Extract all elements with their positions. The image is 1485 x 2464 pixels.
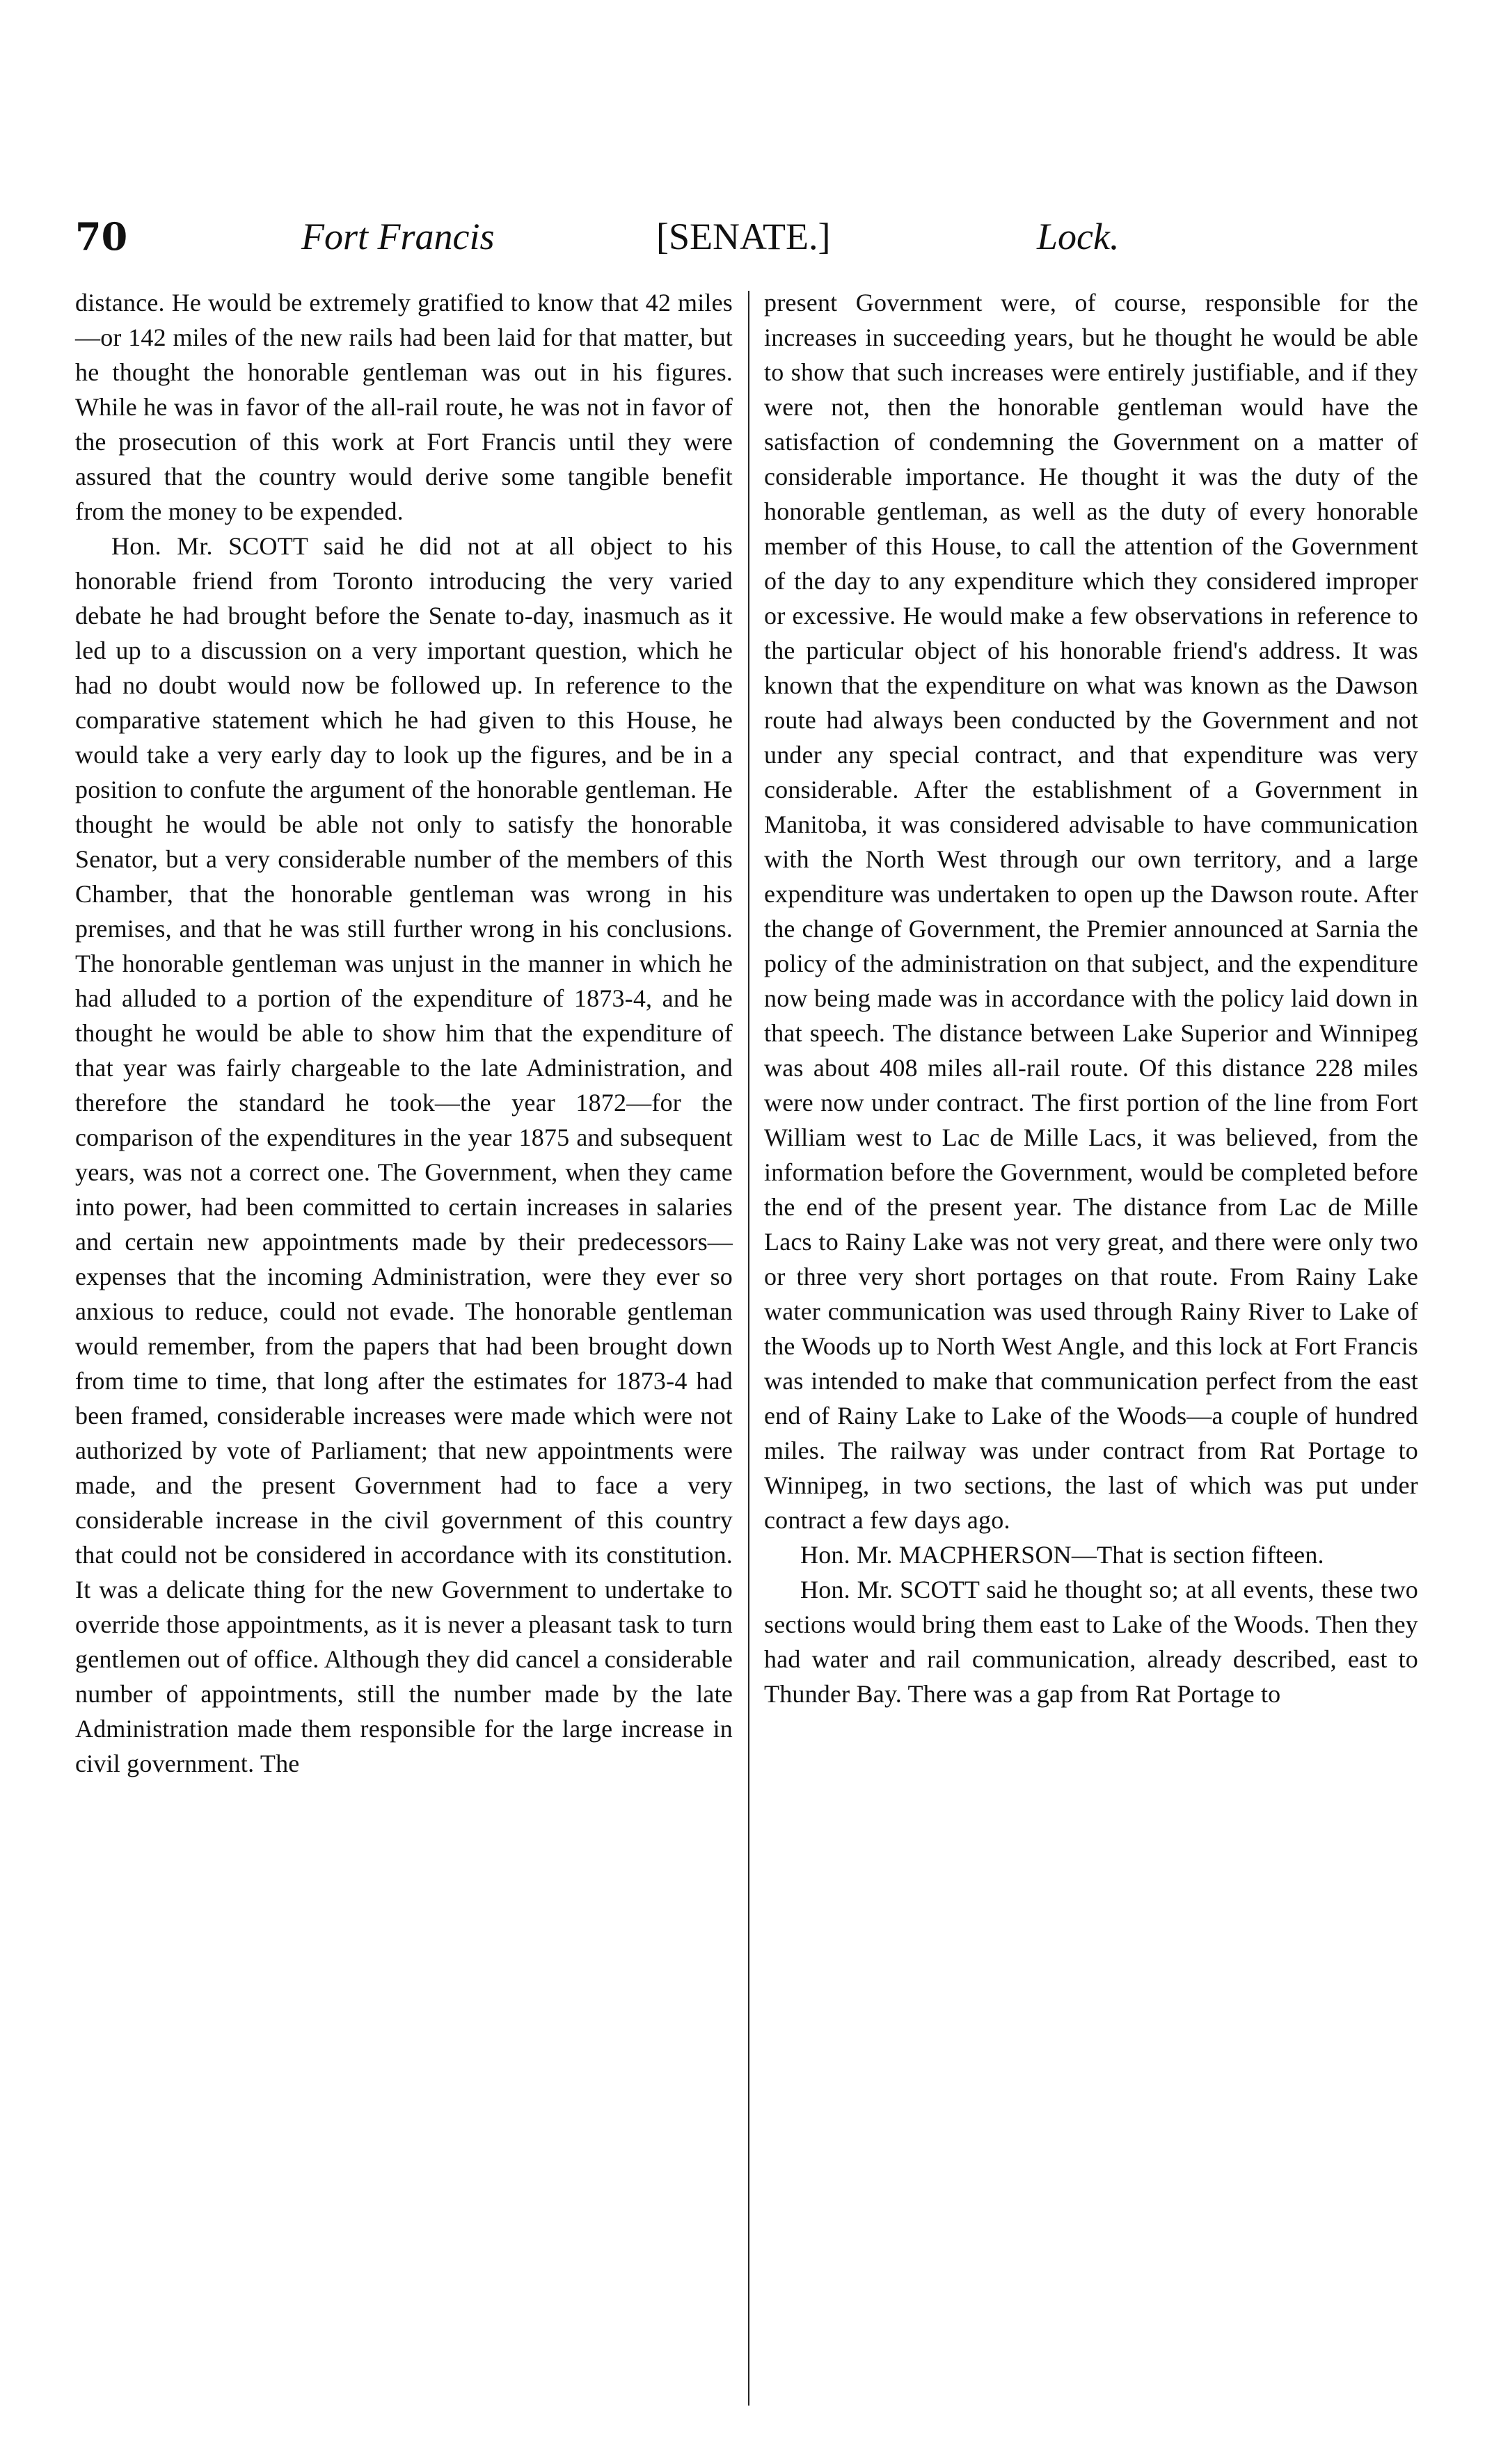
left-column [75,285,733,1781]
right-column [764,285,1418,1711]
paragraph: Hon. Mr. SCOTT said he did not at all object to his honorable friend from Toronto introducing the very varied debate he had brought before the Senate to-day, inasmuch as it led up to a discussion on a very important question, which he had no doubt would now be followed up. In reference to the comparative statement which he had given to this House, he would take a very early day to look up the figures, and be in a position to confute the argument of the honorable gentleman. He thought he would be able not only to satisfy the honorable Senator, but a very considerable number of the members of this Chamber, that the honorable gentleman was wrong in his premises, and that he was still further wrong in his conclusions. The honorable gentleman was unjust in the manner in which he had alluded to a portion of the expenditure of 1873-4, and he thought he would be able to show him that the expenditure of that year was fairly chargeable to the late Administration, and therefore the standard he took—the year 1872—for the comparison of the expenditures in the year 1875 and subsequent years, was not a correct one. The Government, when they came into power, had been committed to certain increases in salaries and certain new appointments made by their predecessors—expenses that the incoming Administration, were they ever so anxious to reduce, could not evade. The honorable gentleman would remember, from the papers that had been brought down from time to time, that long after the estimates for 1873-4 had been framed, considerable increases were made which were not authorized by vote of Parliament; that new appointments were made, and the present Government had to face a very considerable increase in the civil government of this country that could not be considered in accordance with its constitution. It was a delicate thing for the new Government to undertake to override those appointments, as it is never a pleasant task to turn gentlemen out of office. Although they did cancel a considerable number of appointments, still the number made by the late Administration made them responsible for the large increase in civil government. The [75,532,733,1777]
paragraph: Hon. Mr. MACPHERSON—That is section fifteen. [800,1541,1324,1569]
running-title-right: Lock. [1037,216,1120,257]
column-divider [748,291,749,2406]
paragraph: distance. He would be extremely gratified to know that 42 miles—or 142 miles of the new rails had been laid for that matter, but he thought the honorable gentleman was out in his figures. While he was in favor of the all-rail route, he was not in favor of the prosecution of this work at Fort Francis until they were assured that the country would derive some tangible benefit from the money to be expended. [75,289,733,525]
paragraph: present Government were, of course, responsible for the increases in succeeding years, but he thought he would be able to show that such increases were entirely justifiable, and if they were not, then the honorable gentleman would have the satisfaction of condemning the Government on a matter of considerable importance. He thought it was the duty of the honorable gentleman, as well as the duty of every honorable member of this House, to call the attention of the Government of the day to any expenditure which they considered improper or excessive. He would make a few observations in reference to the particular object of his honorable friend's address. It was known that the expenditure on what was known as the Dawson route had always been conducted by the Government and not under any special contract, and that expenditure was very considerable. After the establishment of a Government in Manitoba, it was considered advisable to have communication with the North West through our own territory, and a large expenditure was undertaken to open up the Dawson route. After the change of Government, the Premier announced at Sarnia the policy of the administration on that subject, and the expenditure now being made was in accordance with the policy laid down in that speech. The distance between Lake Superior and Winnipeg was about 408 miles all-rail route. Of this distance 228 miles were now under contract. The first portion of the line from Fort William west to Lac de Mille Lacs, it was believed, from the information before the Government, would be completed before the end of the present year. The distance from Lac de Mille Lacs to Rainy Lake was not very great, and there were only two or three very short portages on that route. From Rainy Lake water communication was used through Rainy River to Lake of the Woods up to North West Angle, and this lock at Fort Francis was intended to make that communication perfect from the east end of Rainy Lake to Lake of the Woods—a couple of hundred miles. The railway was under contract from Rat Portage to Winnipeg, in two sections, the last of which was put under contract a few days ago. [764,289,1418,1534]
running-title-left: Fort Francis [301,216,495,257]
page-header [75,209,1342,264]
paragraph: Hon. Mr. SCOTT said he thought so; at all events, these two sections would bring them east to Lake of the Woods. Then they had water and rail communication, already described, east to Thunder Bay. There was a gap from Rat Portage to [764,1576,1418,1708]
running-title-center: [SENATE.] [656,216,831,257]
page-number: 70 [75,214,128,259]
